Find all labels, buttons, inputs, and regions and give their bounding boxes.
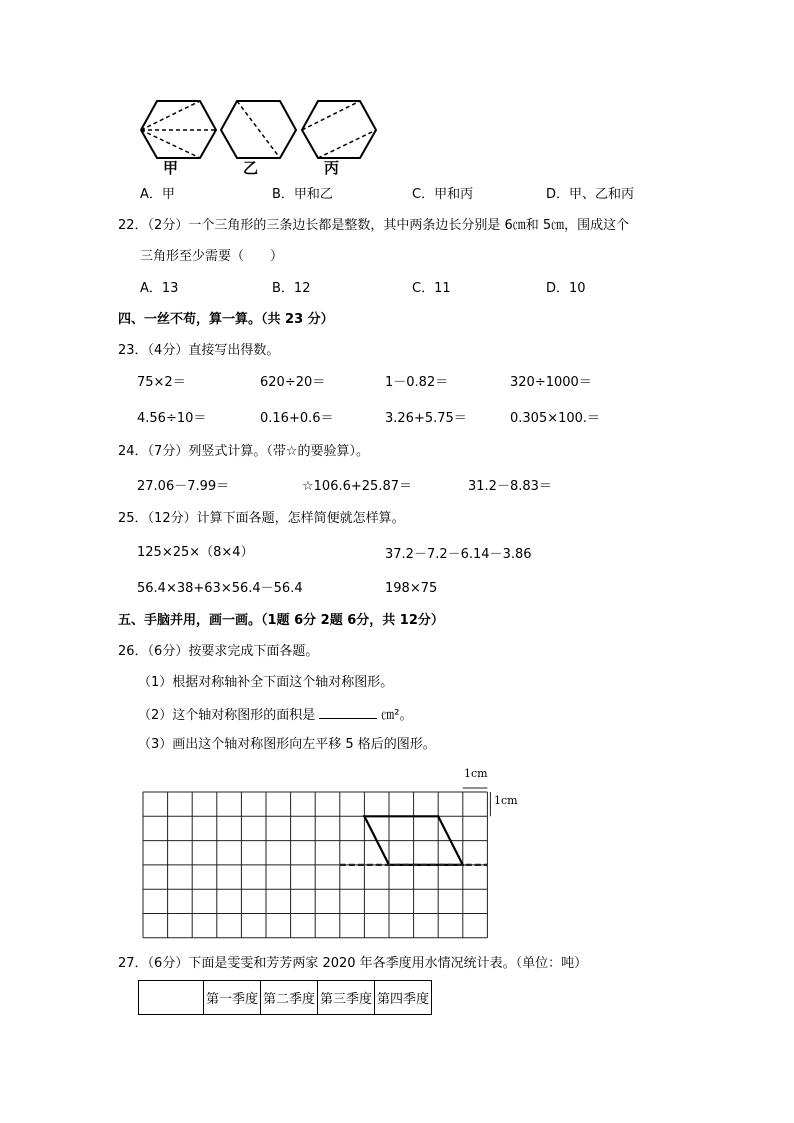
q26-sub3: （3）画出这个轴对称图形向左平移 5 格后的图形。 bbox=[138, 737, 436, 752]
q26-sub2 bbox=[138, 706, 413, 724]
q21-option-a: A．甲 bbox=[140, 187, 175, 202]
table-header-cell: 第四季度 bbox=[375, 981, 432, 1015]
q25-item: 37.2－7.2－6.14－3.86 bbox=[385, 547, 532, 562]
hexagon-figures bbox=[0, 0, 794, 180]
q27-title: 27．（6分）下面是雯雯和芳芳两家 2020 年各季度用水情况统计表。（单位：吨） bbox=[118, 956, 588, 971]
q24-title: 24．（7分）列竖式计算。（带☆的要验算）。 bbox=[118, 444, 369, 459]
q23-item: 1－0.82＝ bbox=[385, 375, 449, 390]
table-header-cell bbox=[139, 981, 204, 1015]
q25-item: 198×75 bbox=[385, 581, 438, 596]
q21-option-d: D．甲、乙和丙 bbox=[546, 187, 635, 202]
q23-title: 23．（4分）直接写出得数。 bbox=[118, 343, 280, 358]
answer-blank[interactable] bbox=[319, 706, 377, 719]
q22-line2: 三角形至少需要（ ） bbox=[140, 249, 284, 264]
q22-line1: 22．（2分）一个三角形的三条边长都是整数，其中两条边长分别是 6㎝和 5㎝，围成这个 bbox=[118, 218, 630, 233]
q26-sub1: （1）根据对称轴补全下面这个轴对称图形。 bbox=[138, 675, 394, 690]
q21-option-b: B．甲和乙 bbox=[272, 187, 333, 202]
q23-item: 75×2＝ bbox=[137, 375, 186, 390]
table-header-row bbox=[139, 981, 432, 1015]
q26-title: 26．（6分）按要求完成下面各题。 bbox=[118, 644, 319, 659]
q23-item: 3.26+5.75＝ bbox=[385, 411, 467, 426]
q25-item: 56.4×38+63×56.4－56.4 bbox=[137, 581, 303, 596]
q23-item: 0.305×100.＝ bbox=[510, 411, 601, 426]
figure-label-jia: 甲 bbox=[163, 159, 179, 177]
q25-item: 125×25×（8×4） bbox=[137, 545, 254, 560]
figure-label-yi: 乙 bbox=[243, 159, 259, 177]
q24-item: ☆106.6+25.87＝ bbox=[302, 479, 412, 494]
q26-sub2-text: （2）这个轴对称图形的面积是 bbox=[138, 708, 316, 723]
grid-unit-height-label: 1cm bbox=[494, 794, 518, 807]
figure-label-bing: 丙 bbox=[324, 159, 340, 177]
q24-item: 27.06－7.99＝ bbox=[137, 479, 230, 494]
section4-heading: 四、一丝不苟，算一算。（共 23 分） bbox=[118, 312, 334, 327]
table-header-cell: 第二季度 bbox=[261, 981, 318, 1015]
q23-item: 320÷1000＝ bbox=[510, 375, 592, 390]
q26-sub2-unit: ㎝²。 bbox=[381, 708, 413, 723]
q23-item: 0.16+0.6＝ bbox=[260, 411, 334, 426]
q22-option-b: B．12 bbox=[272, 281, 311, 296]
q22-option-d: D．10 bbox=[546, 281, 586, 296]
water-usage-table bbox=[138, 980, 432, 1015]
q24-item: 31.2－8.83＝ bbox=[468, 479, 552, 494]
table-header-cell: 第一季度 bbox=[204, 981, 261, 1015]
q22-option-c: C．11 bbox=[412, 281, 451, 296]
q22-option-a: A．13 bbox=[140, 281, 179, 296]
square-grid bbox=[0, 760, 794, 950]
q25-title: 25．（12分）计算下面各题，怎样简便就怎样算。 bbox=[118, 511, 405, 526]
table-header-cell: 第三季度 bbox=[318, 981, 375, 1015]
hexagon-bing bbox=[302, 101, 376, 158]
q23-item: 4.56÷10＝ bbox=[137, 411, 207, 426]
grid-unit-width-label: 1cm bbox=[464, 767, 488, 780]
q21-option-c: C．甲和丙 bbox=[412, 187, 474, 202]
q23-item: 620÷20＝ bbox=[260, 375, 326, 390]
section5-heading: 五、手脑并用，画一画。（1题 6分 2题 6分，共 12分） bbox=[118, 613, 444, 628]
